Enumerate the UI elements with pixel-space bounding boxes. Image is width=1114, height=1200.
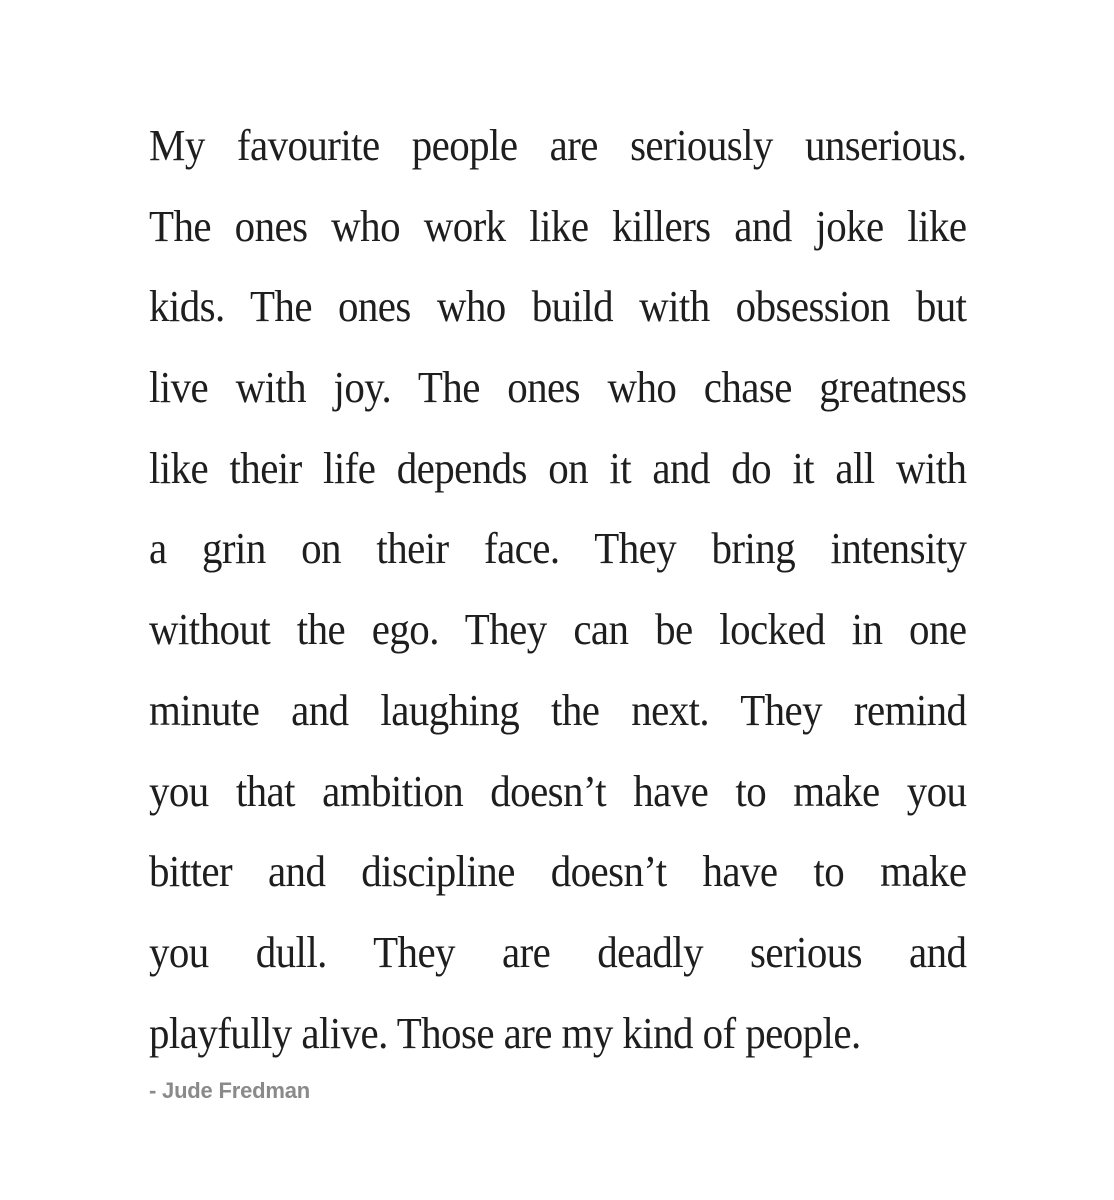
quote-line: you that ambition doesn’t have to make you [149,766,967,816]
quote-line: without the ego. They can be locked in one [149,605,967,655]
quote-line: like their life depends on it and do it all with [149,443,967,493]
quote-line: playfully alive. Those are my kind of people. [149,1008,861,1058]
quote-line: you dull. They are deadly serious and [149,927,967,977]
quote-line: a grin on their face. They bring intensity [149,524,967,574]
quote-line: kids. The ones who build with obsession but [149,282,967,332]
quote-line: The ones who work like killers and joke like [149,201,967,251]
quote-line: minute and laughing the next. They remind [149,685,967,735]
quote-line: My favourite people are seriously unserious. [149,121,967,170]
quote-line: bitter and discipline doesn’t have to make [149,847,967,897]
quote-text [149,106,967,1074]
quote-line: live with joy. The ones who chase greatness [149,363,967,413]
quote-attribution: - Jude Fredman [149,1078,311,1103]
